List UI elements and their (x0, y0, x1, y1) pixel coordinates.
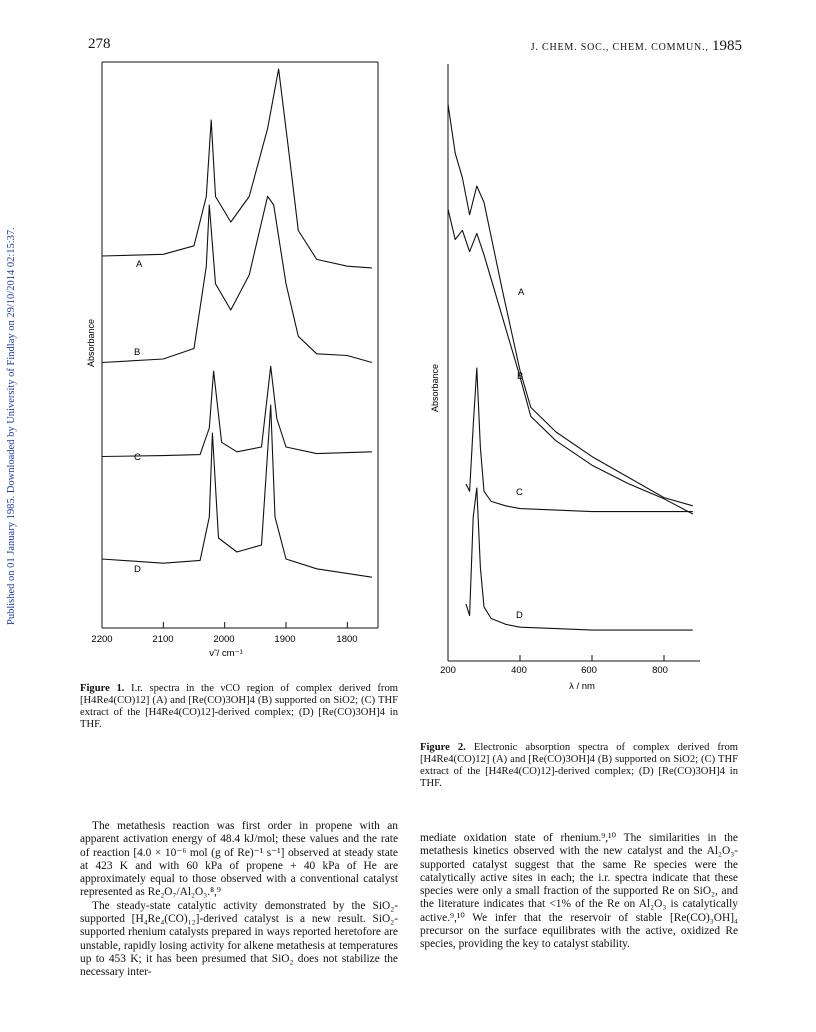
figure1-ir-spectra (80, 58, 400, 658)
trace-b (448, 209, 693, 514)
download-note: Published on 01 January 1985. Downloaded by University of Findlay on 29/10/2014 02:15:37. (6, 227, 17, 625)
journal-header (531, 38, 742, 55)
fig2-x-axis-label: λ / nm (569, 681, 595, 692)
fig2-trace-label-a: A (518, 287, 525, 298)
fig2-tick-label: 200 (440, 665, 456, 676)
trace-d (466, 488, 693, 630)
trace-d (102, 405, 372, 577)
fig1-tick-label: 2000 (213, 634, 235, 645)
journal-year: 1985 (712, 38, 742, 54)
fig1-x-ticks (102, 622, 347, 628)
fig2-traces (448, 104, 693, 630)
fig2-tick-label: 800 (652, 665, 668, 676)
fig1-y-axis-label: Absorbance (86, 318, 96, 368)
fig1-tick-label: 2100 (152, 634, 174, 645)
fig1-x-axis-label: ν̃ / cm⁻¹ (209, 648, 243, 658)
fig2-x-ticks (448, 655, 664, 661)
fig1-tick-label: 1800 (336, 634, 358, 645)
fig1-trace-label-c: C (134, 452, 141, 463)
body-left-column (80, 820, 398, 980)
body-right-column (420, 832, 738, 952)
fig1-trace-label-b: B (134, 347, 141, 358)
fig1-caption-label: Figure 1. (80, 683, 125, 694)
body-paragraph: The metathesis reaction was first order in propene with an apparent activation energy of 48.4 kJ/mol; these values and the rate of reaction [4.0 × 10⁻⁶ mol (g of Re)⁻¹ s⁻¹] observed at steady state at 423 K and with 60 kPa of propene + 40 kPa of He are approximately equal to those observed with a conventional catalyst represented as Re₂O₇/Al₂O₃.⁸,⁹ (80, 820, 398, 899)
fig2-tick-label: 400 (511, 665, 527, 676)
fig2-caption-text: Electronic absorption spectra of complex derived from [H4Re4(CO)12] (A) and [Re(CO)3OH]4 (B) supported on SiO2; (C) THF extract of the [H4Re4(CO)12]-derived complex; (D) [Re(CO)3OH]4 in THF. (420, 742, 738, 789)
fig1-tick-label: 1900 (274, 634, 296, 645)
fig1-tick-label: 2200 (91, 634, 113, 645)
trace-c (102, 366, 372, 456)
fig2-tick-label: 600 (581, 665, 597, 676)
fig1-caption-text: I.r. spectra in the νCO region of complex derived from [H4Re4(CO)12] (A) and [Re(CO)3OH]4 (B) supported on SiO2; (C) THF extract of the [H4Re4(CO)12]-derived complex; (D) [Re(CO)3OH]4 in THF. (80, 683, 398, 730)
fig1-traces (102, 69, 372, 577)
page-number: 278 (88, 36, 111, 52)
fig2-caption-label: Figure 2. (420, 742, 466, 753)
figure1-caption (80, 683, 398, 731)
body-paragraph: The steady-state catalytic activity demonstrated by the SiO₂-supported [H₄Re₄(CO)₁₂]-derived catalyst is a new result. SiO₂-supported rhenium catalysts prepared in ways reported heretofore are unstable, rapidly losing activity for alkene metathesis at temperatures up to 453 K; it has been presumed that SiO₂ does not stabilize the necessary inter- (80, 899, 398, 979)
figure2-caption (420, 742, 738, 790)
trace-b (102, 196, 372, 362)
fig1-trace-label-a: A (136, 259, 143, 270)
trace-c (466, 368, 693, 512)
journal-name: J. CHEM. SOC., CHEM. COMMUN., (530, 42, 709, 53)
download-watermark (6, 205, 20, 625)
fig2-y-axis-label: Absorbance (430, 363, 440, 413)
fig1-tick-labels (91, 634, 357, 645)
figure2-electronic-spectra (420, 58, 740, 698)
fig1-trace-label-d: D (134, 564, 141, 575)
trace-a (448, 104, 693, 506)
fig2-trace-label-c: C (516, 487, 523, 498)
trace-a (102, 69, 372, 268)
fig2-trace-label-b: B (517, 371, 524, 382)
body-paragraph: mediate oxidation state of rhenium.⁹,¹⁰ The similarities in the metathesis kinetics observed with the new catalyst and the Al₂O₃-supported catalyst suggest that the same Re species were the catalytically active sites in each; the i.r. spectra indicate that these species were only a small fraction of the supported Re on SiO₂, and the literature indicates that <1% of the Re on Al₂O₃ is catalytically active.⁹,¹⁰ We infer that the reservoir of stable [Re(CO)₃OH]₄ precursor on the surface equilibrates with the active, oxidized Re species, providing the key to catalyst stability. (420, 832, 738, 951)
fig2-trace-label-d: D (516, 610, 523, 621)
